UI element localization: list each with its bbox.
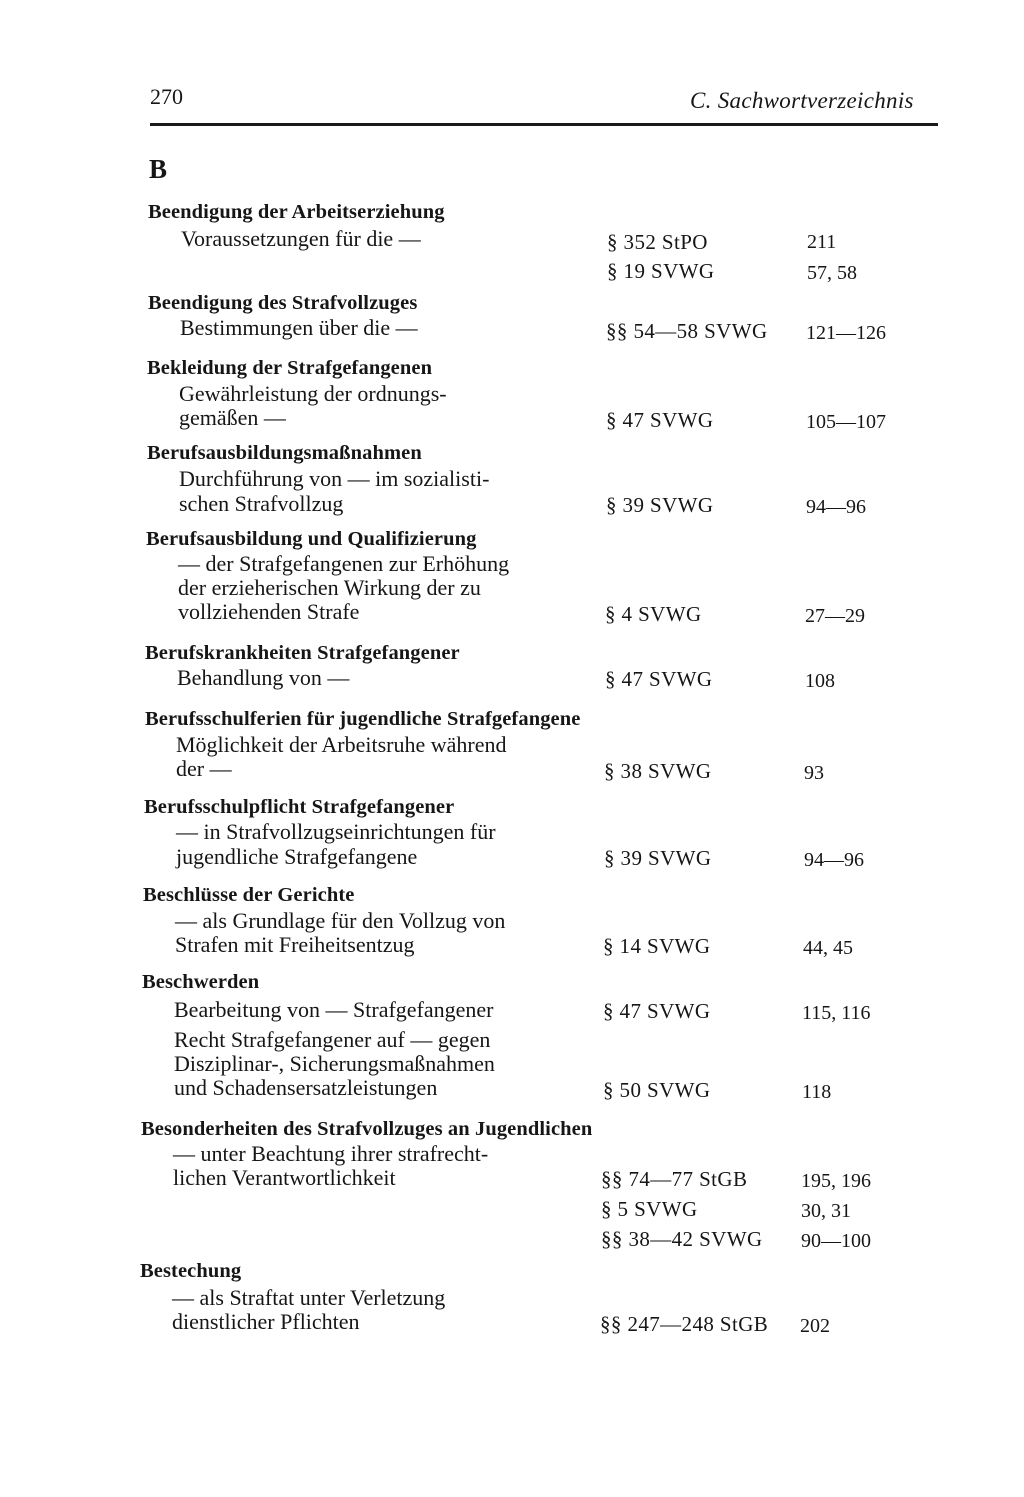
entry-line: gemäßen —	[179, 405, 286, 430]
entry-pages: 115, 116	[802, 1002, 871, 1024]
entry-line: Strafen mit Freiheitsentzug	[175, 932, 415, 957]
index-letter: B	[149, 154, 168, 184]
entry-line: schen Strafvollzug	[179, 491, 344, 516]
entry-pages: 44, 45	[803, 937, 853, 959]
entry-law-ref: § 39 SVWG	[606, 493, 714, 517]
entry-law-ref: §§ 38—42 SVWG	[601, 1227, 763, 1251]
entry-heading: Berufsausbildung und Qualifizierung	[146, 528, 477, 550]
entry-heading: Beschlüsse der Gerichte	[143, 884, 355, 906]
entry-heading: Berufskrankheiten Strafgefangener	[145, 642, 460, 664]
entry-pages: 90—100	[801, 1230, 871, 1252]
entry-law-ref: § 47 SVWG	[606, 408, 714, 432]
entry-line: — in Strafvollzugseinrichtungen für	[176, 819, 496, 844]
entry-law-ref: § 38 SVWG	[604, 759, 712, 783]
entry-line: Durchführung von — im sozialisti-	[179, 466, 490, 491]
entry-pages: 121—126	[806, 322, 886, 344]
entry-pages: 108	[805, 670, 835, 692]
entry-line: — unter Beachtung ihrer strafrecht-	[173, 1141, 489, 1166]
entry-pages: 118	[802, 1081, 832, 1103]
entry-pages: 27—29	[805, 605, 865, 627]
entry-heading: Berufsschulpflicht Strafgefangener	[144, 796, 455, 818]
entry-line: Disziplinar-, Sicherungsmaßnahmen	[174, 1051, 495, 1076]
entry-law-ref: § 4 SVWG	[605, 602, 702, 626]
entry-law-ref: §§ 54—58 SVWG	[606, 319, 768, 343]
entry-line: Voraussetzungen für die —	[181, 226, 421, 251]
entry-law-ref: § 39 SVWG	[604, 846, 712, 870]
entry-law-ref: § 19 SVWG	[607, 259, 715, 283]
entry-line: Bestimmungen über die —	[180, 315, 418, 340]
entry-heading: Beendigung der Arbeitserziehung	[148, 201, 445, 223]
entry-line: Behandlung von —	[177, 665, 350, 690]
entry-heading: Berufsausbildungsmaßnahmen	[147, 442, 422, 464]
entry-line: dienstlicher Pflichten	[172, 1309, 360, 1334]
entry-line: Bearbeitung von — Strafgefangener	[174, 997, 494, 1022]
entry-heading: Bestechung	[140, 1260, 242, 1282]
entry-pages: 93	[804, 762, 824, 784]
entry-law-ref: § 352 StPO	[607, 230, 708, 254]
entry-line: Gewährleistung der ordnungs-	[179, 381, 447, 406]
entry-line: der erzieherischen Wirkung der zu	[178, 575, 481, 600]
entry-line: Recht Strafgefangener auf — gegen	[174, 1027, 491, 1052]
entry-pages: 202	[800, 1315, 830, 1337]
entry-line: jugendliche Strafgefangene	[176, 844, 418, 869]
page-number: 270	[150, 84, 183, 109]
entry-line: und Schadensersatzleistungen	[174, 1075, 438, 1100]
entry-law-ref: §§ 247—248 StGB	[600, 1312, 769, 1336]
entry-pages: 211	[807, 231, 837, 253]
entry-pages: 94—96	[804, 849, 864, 871]
entry-law-ref: § 47 SVWG	[603, 999, 711, 1023]
entry-law-ref: § 5 SVWG	[601, 1197, 698, 1221]
entry-pages: 105—107	[806, 411, 886, 433]
entry-line: — als Grundlage für den Vollzug von	[175, 908, 506, 933]
entry-pages: 57, 58	[807, 262, 857, 284]
entry-line: — als Straftat unter Verletzung	[172, 1285, 446, 1310]
entry-law-ref: § 50 SVWG	[603, 1078, 711, 1102]
entry-law-ref: § 14 SVWG	[603, 934, 711, 958]
entry-line: Möglichkeit der Arbeitsruhe während	[176, 732, 507, 757]
entry-line: lichen Verantwortlichkeit	[173, 1165, 396, 1190]
entry-heading: Bekleidung der Strafgefangenen	[147, 357, 433, 379]
entry-heading: Besonderheiten des Strafvollzuges an Jugendlichen	[141, 1118, 593, 1140]
entry-pages: 94—96	[806, 496, 866, 518]
entry-line: der —	[176, 756, 232, 781]
entry-pages: 195, 196	[801, 1170, 871, 1192]
entry-law-ref: § 47 SVWG	[605, 667, 713, 691]
entry-pages: 30, 31	[801, 1200, 851, 1222]
header-rule	[150, 123, 938, 126]
entry-heading: Beendigung des Strafvollzuges	[148, 292, 418, 314]
entry-heading: Beschwerden	[142, 971, 260, 993]
entry-line: vollziehenden Strafe	[178, 599, 360, 624]
entry-heading: Berufsschulferien für jugendliche Strafgefangene	[145, 708, 581, 730]
entry-law-ref: §§ 74—77 StGB	[601, 1167, 748, 1191]
section-header: C. Sachwortverzeichnis	[690, 88, 914, 113]
entry-line: — der Strafgefangenen zur Erhöhung	[178, 551, 510, 576]
